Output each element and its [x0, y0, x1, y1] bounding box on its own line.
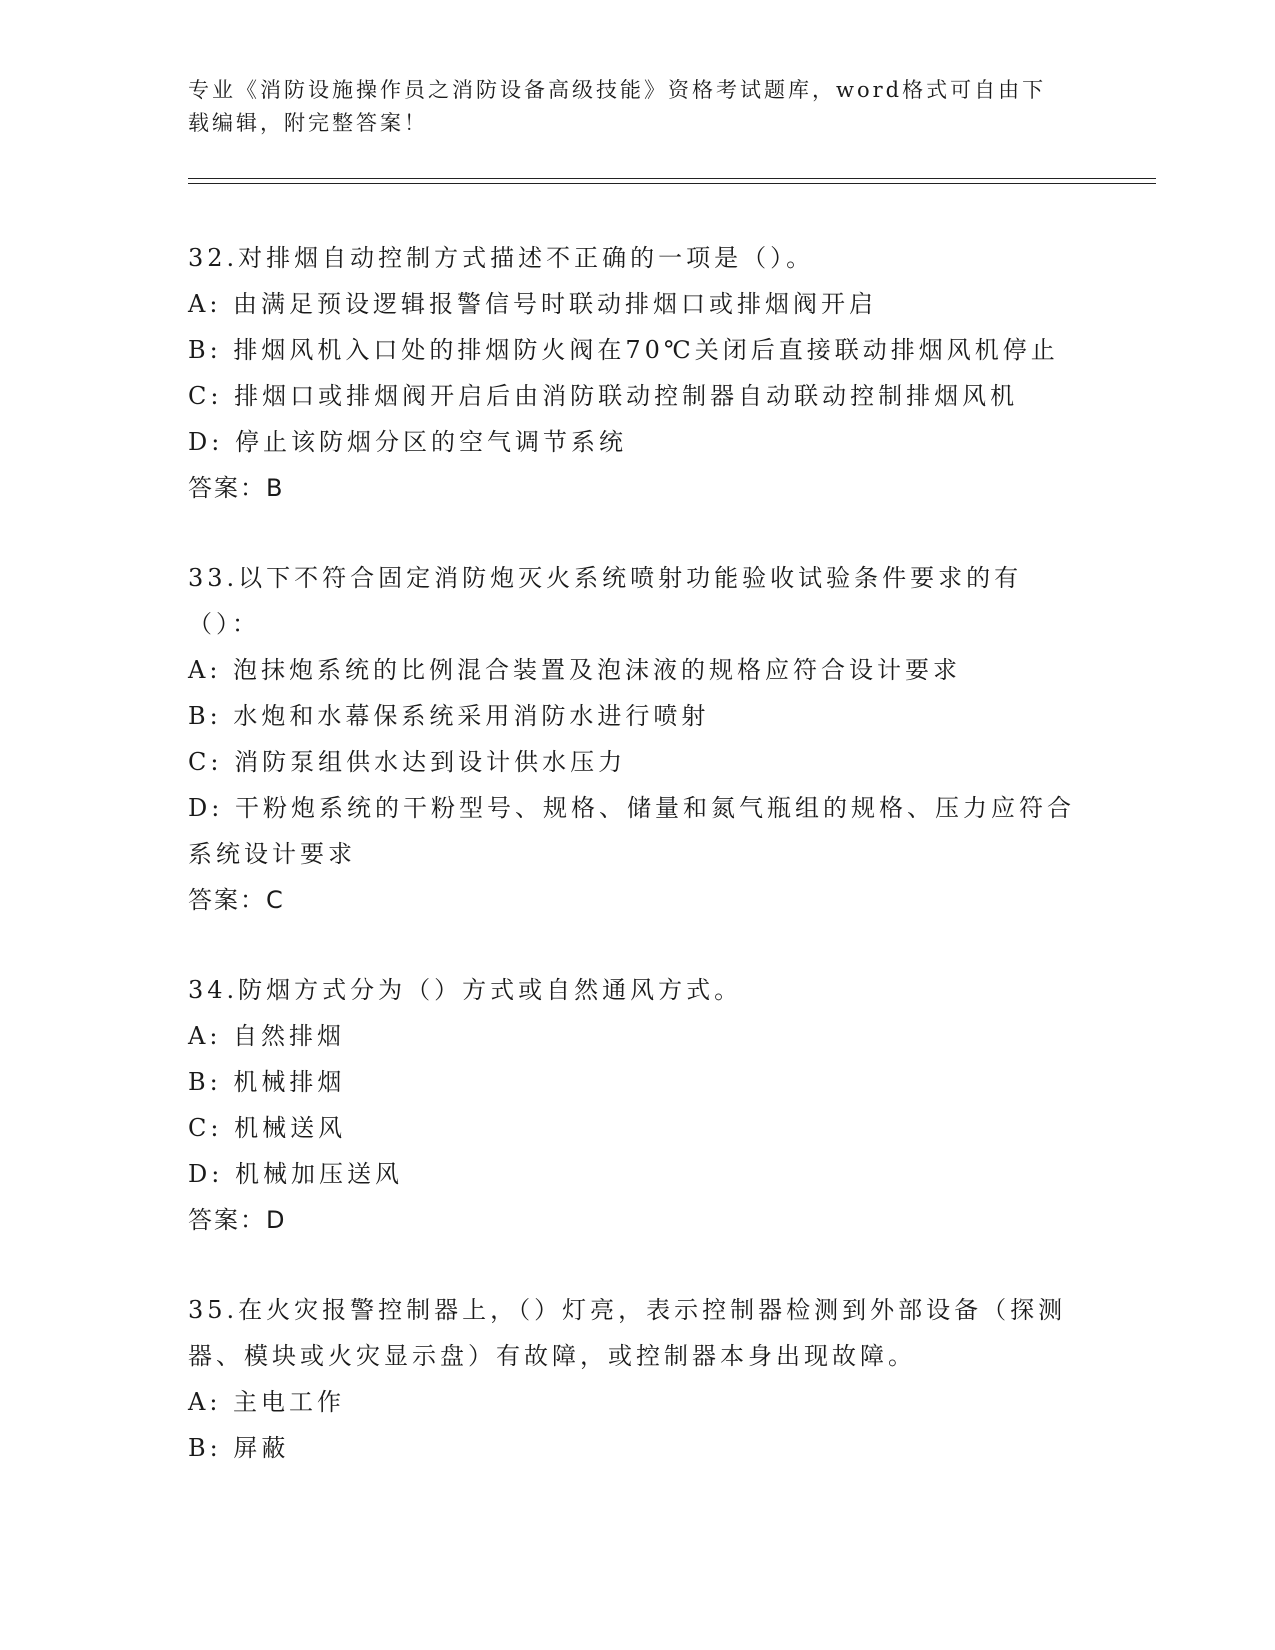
document-header: 专业《消防设施操作员之消防设备高级技能》资格考试题库，word格式可自由下载编辑，附完整答案！: [188, 78, 1047, 135]
option-b: B: 机械排烟: [188, 1068, 346, 1096]
option-a: A: 由满足预设逻辑报警信号时联动排烟口或排烟阀开启: [188, 290, 878, 318]
option-b: B: 排烟风机入口处的排烟防火阀在70℃关闭后直接联动排烟风机停止: [188, 336, 1059, 364]
option-b: B: 屏蔽: [188, 1434, 290, 1462]
option-d: D: 机械加压送风: [188, 1160, 403, 1188]
option-c: C: 排烟口或排烟阀开启后由消防联动控制器自动联动控制排烟风机: [188, 382, 1019, 410]
question-35: [188, 1287, 1088, 1471]
question-33: [188, 555, 1088, 923]
answer-line: 答案：B: [188, 474, 285, 502]
option-d: D: 干粉炮系统的干粉型号、规格、储量和氮气瓶组的规格、压力应符合系统设计要求: [188, 794, 1075, 868]
header-divider-bottom: [188, 183, 1156, 184]
question-stem: 34.防烟方式分为（）方式或自然通风方式。: [188, 976, 743, 1004]
question-34: [188, 967, 1088, 1243]
question-32: [188, 235, 1088, 511]
option-c: C: 机械送风: [188, 1114, 347, 1142]
question-list: [188, 235, 1088, 1515]
option-a: A: 泡抹炮系统的比例混合装置及泡沫液的规格应符合设计要求: [188, 656, 962, 684]
answer-line: 答案：C: [188, 886, 285, 914]
option-d: D: 停止该防烟分区的空气调节系统: [188, 428, 627, 456]
question-stem: 32.对排烟自动控制方式描述不正确的一项是（）。: [188, 244, 815, 272]
answer-line: 答案：D: [188, 1206, 287, 1234]
option-a: A: 自然排烟: [188, 1022, 346, 1050]
header-divider-top: [188, 178, 1156, 179]
question-stem: 35.在火灾报警控制器上，（）灯亮，表示控制器检测到外部设备（探测器、模块或火灾显示盘）有故障，或控制器本身出现故障。: [188, 1296, 1067, 1370]
option-c: C: 消防泵组供水达到设计供水压力: [188, 748, 627, 776]
question-stem: 33.以下不符合固定消防炮灭火系统喷射功能验收试验条件要求的有（）：: [188, 564, 1023, 638]
option-a: A: 主电工作: [188, 1388, 346, 1416]
option-b: B: 水炮和水幕保系统采用消防水进行喷射: [188, 702, 710, 730]
